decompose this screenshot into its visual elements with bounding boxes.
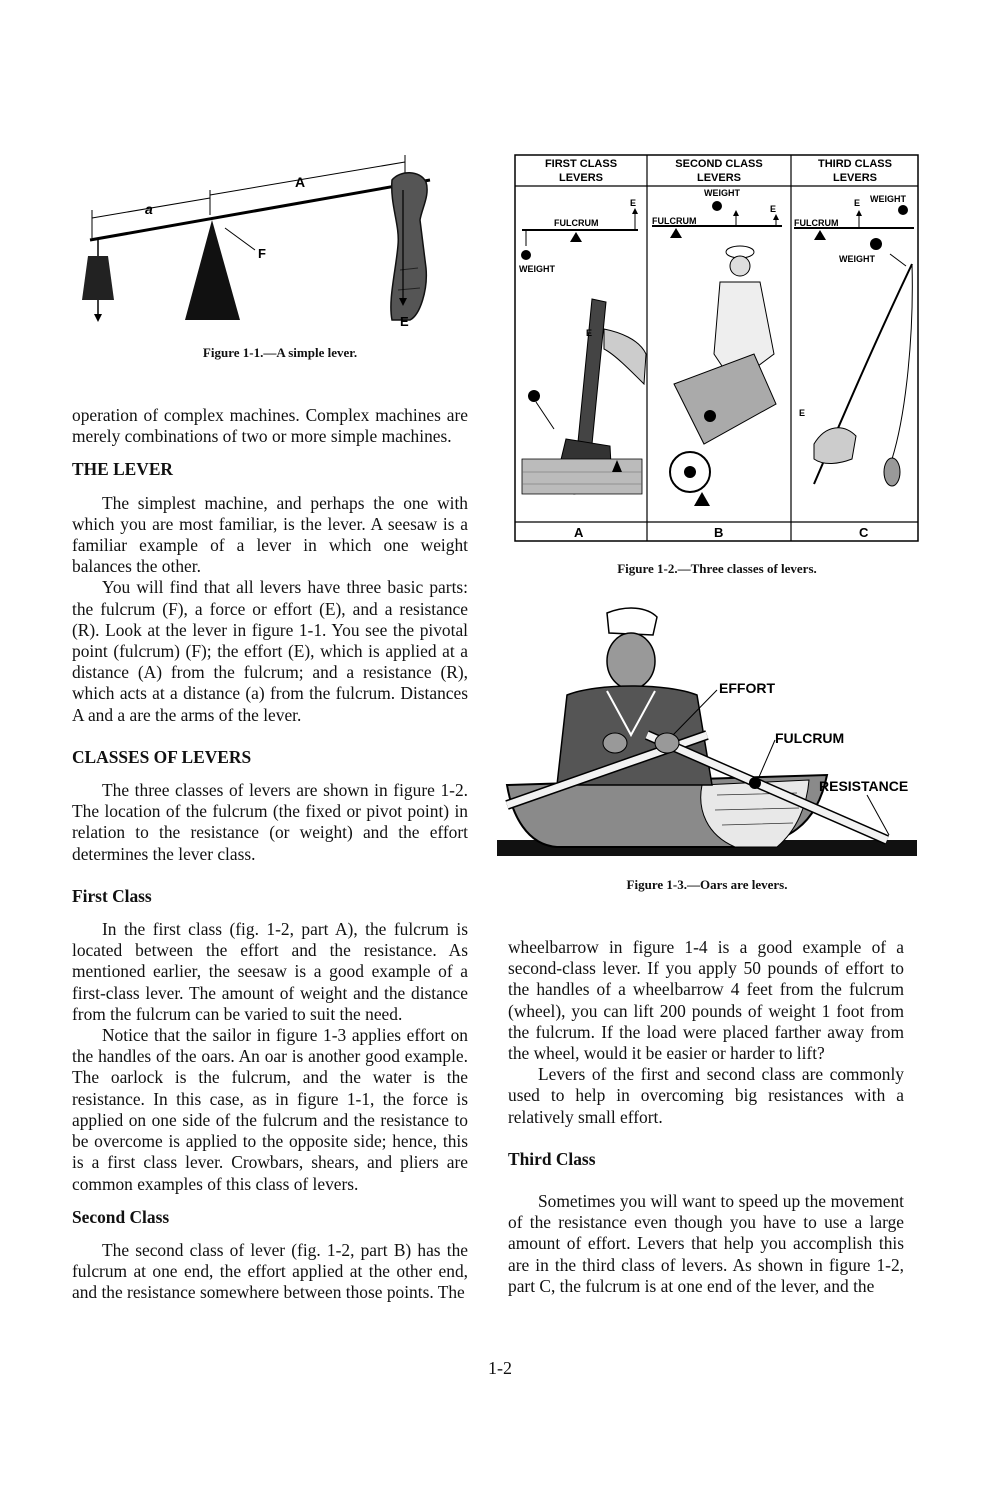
right-paragraph-1: wheelbarrow in figure 1-4 is a good example of a second-class lever. If you apply 50 pounds of effort to the handles of a wheelbarrow 4 feet from the fulcrum (wheel), you can lift 200 pounds of weight 1 foot from the fulcrum. If the load were placed farther away from the wheel, would it be easier or harder to lift? bbox=[508, 937, 904, 1064]
left-column bbox=[72, 405, 468, 1304]
first-class-paragraph-1: In the first class (fig. 1-2, part A), the fulcrum is located between the effort and the resistance. As mentioned earlier, the seesaw is a good example of a first-class lever. The amount of weight and the distance from the fulcrum can be varied to suit the need. bbox=[72, 919, 468, 1024]
right-column bbox=[508, 937, 904, 1297]
part-a-label: A bbox=[574, 525, 584, 540]
first-class-paragraph-2: Notice that the sailor in figure 1-3 applies effort on the handles of the oars. An oar is another good example. The oarlock is the fulcrum, and the water is the resistance. In this case, as in figure 1-1, the force is applied on one side of the fulcrum and the resistance to be overcome is applied to the opposite side; hence, this is a first class lever. Crowbars, shears, and pliers are common examples of this class of levers. bbox=[72, 1025, 468, 1194]
label-F: F bbox=[258, 246, 266, 261]
label-resistance: RESISTANCE bbox=[819, 778, 909, 794]
page-number: 1-2 bbox=[488, 1358, 512, 1378]
header-first-class-line2: LEVERS bbox=[558, 172, 604, 184]
label-effort: EFFORT bbox=[719, 680, 775, 696]
lever-paragraph-1: The simplest machine, and perhaps the one with which you are most familiar, is the lever. A seesaw is a familiar example of a lever in which one weight balances the other. bbox=[72, 492, 468, 577]
figure-1-3-oars bbox=[497, 595, 917, 870]
fulcrum-triangle bbox=[185, 220, 240, 320]
svg-text:FULCRUM: FULCRUM bbox=[554, 218, 599, 228]
heading-third-class: Third Class bbox=[508, 1148, 596, 1169]
label-E: E bbox=[400, 314, 409, 329]
right-paragraph-3: Sometimes you will want to speed up the movement of the resistance even though you have to use a large amount of effort. Levers that help you accomplish this are in the third class of levers. As shown in figure 1-2, part C, the fulcrum is at one end of the lever, and the bbox=[508, 1191, 904, 1296]
figure-1-2-caption: Figure 1-2.—Three classes of levers. bbox=[617, 561, 817, 576]
svg-text:FULCRUM: FULCRUM bbox=[652, 216, 697, 226]
svg-text:WEIGHT: WEIGHT bbox=[839, 254, 875, 264]
svg-text:FULCRUM: FULCRUM bbox=[794, 218, 839, 228]
classes-paragraph-1: The three classes of levers are shown in figure 1-2. The location of the fulcrum (the fixed or pivot point) in relation to the resistance (or weight) and the effort determines the lever class. bbox=[72, 780, 468, 864]
header-second-class-line1: SECOND CLASS bbox=[675, 158, 763, 170]
svg-text:WEIGHT: WEIGHT bbox=[870, 194, 906, 204]
heading-first-class: First Class bbox=[72, 885, 152, 906]
svg-text:E: E bbox=[586, 328, 593, 338]
header-third-class-line2: LEVERS bbox=[832, 172, 878, 184]
intro-paragraph: operation of complex machines. Complex machines are merely combinations of two or more simple machines. bbox=[72, 405, 468, 447]
second-class-paragraph-1: The second class of lever (fig. 1-2, part B) has the fulcrum at one end, the effort applied at the other end, and the resistance somewhere between those points. The bbox=[72, 1239, 468, 1303]
part-b-label: B bbox=[714, 525, 724, 540]
label-fulcrum: FULCRUM bbox=[775, 730, 845, 746]
figure-1-1-simple-lever bbox=[70, 150, 490, 340]
header-third-class-line1: THIRD CLASS bbox=[818, 158, 892, 170]
heading-second-class: Second Class bbox=[72, 1206, 170, 1227]
right-paragraph-2: Levers of the first and second class are commonly used to help in overcoming big resistances with a relatively small effort. bbox=[508, 1064, 904, 1127]
hand-arm-illustration bbox=[391, 173, 427, 320]
svg-text:E: E bbox=[630, 198, 637, 208]
lever-paragraph-2: You will find that all levers have three basic parts: the fulcrum (F), a force or effort (E), and a resistance (R). Look at the lever in figure 1-1. You see the pivotal point (fulcrum) (F); the effort (E), which is applied at a distance (A) from the fulcrum; and a resistance (R), which acts at a distance (a) from the fulcrum. Distances A and a are the arms of the lever. bbox=[72, 577, 468, 725]
svg-text:E: E bbox=[770, 204, 777, 214]
heading-the-lever: THE LEVER bbox=[72, 459, 173, 480]
svg-text:E: E bbox=[799, 408, 806, 418]
header-second-class-line2: LEVERS bbox=[696, 172, 742, 184]
label-a: a bbox=[145, 201, 153, 217]
svg-text:E: E bbox=[854, 198, 861, 208]
svg-text:WEIGHT: WEIGHT bbox=[519, 264, 555, 274]
weight-block bbox=[82, 256, 114, 300]
heading-classes-of-levers: CLASSES OF LEVERS bbox=[72, 746, 252, 767]
figure-1-2-three-classes bbox=[514, 154, 920, 544]
part-c-label: C bbox=[859, 525, 869, 540]
sailor-body bbox=[557, 686, 712, 785]
figure-1-3-caption: Figure 1-3.—Oars are levers. bbox=[626, 877, 788, 892]
figure-1-1-caption: Figure 1-1.—A simple lever. bbox=[202, 345, 358, 360]
header-first-class-line1: FIRST CLASS bbox=[544, 158, 618, 170]
label-A: A bbox=[295, 174, 306, 190]
svg-text:WEIGHT: WEIGHT bbox=[704, 188, 740, 198]
